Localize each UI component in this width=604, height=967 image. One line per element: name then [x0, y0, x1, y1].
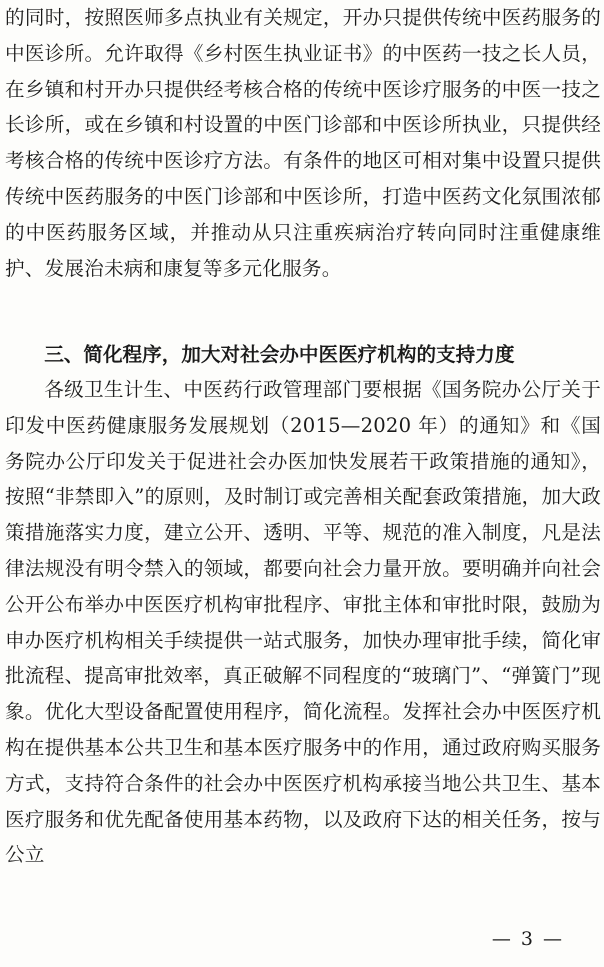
body-paragraph: 各级卫生计生、中医药行政管理部门要根据《国务院办公厅关于印发中医药健康服务发展规划（2015—2020 年）的通知》和《国务院办公厅印发关于促进社会办医加快发展若干政策措施的通知》，按照“非禁即入”的原则，及时制订或完善相关配套政策措施，加大政策措施落实力度，建立公开、透明、平等、规范的准入制度，凡是法律法规没有明令禁入的领域，都要向社会力量开放。要明确并向社会公开公布举办中医医疗机构审批程序、审批主体和审批时限，鼓励为申办医疗机构相关手续提供一站式服务，加快办理审批手续，简化审批流程、提高审批效率，真正破解不同程度的“玻璃门”、“弹簧门”现象。优化大型设备配置使用程序，简化流程。发挥社会办中医医疗机构在提供基本公共卫生和基本医疗服务中的作用，通过政府购买服务方式，支持符合条件的社会办中医医疗机构承接当地公共卫生、基本医疗服务和优先配备使用基本药物，以及政府下达的相关任务，按与公立 [5, 378, 601, 867]
section-heading: 三、简化程序，加大对社会办中医医疗机构的支持力度 [44, 343, 515, 366]
page-number: — 3 — [491, 928, 564, 950]
body-paragraph-continued: 的同时，按照医师多点执业有关规定，开办只提供传统中医药服务的中医诊所。允许取得《乡村医生执业证书》的中医药一技之长人员，在乡镇和村开办只提供经考核合格的传统中医诊疗服务的中医一技之长诊所，或在乡镇和村设置的中医门诊部和中医诊所执业，只提供经考核合格的传统中医诊疗方法。有条件的地区可相对集中设置只提供传统中医药服务的中医门诊部和中医诊所，打造中医药文化氛围浓郁的中医药服务区域，并推动从只注重疾病治疗转向同时注重健康维护、发展治未病和康复等多元化服务。 [5, 6, 601, 280]
